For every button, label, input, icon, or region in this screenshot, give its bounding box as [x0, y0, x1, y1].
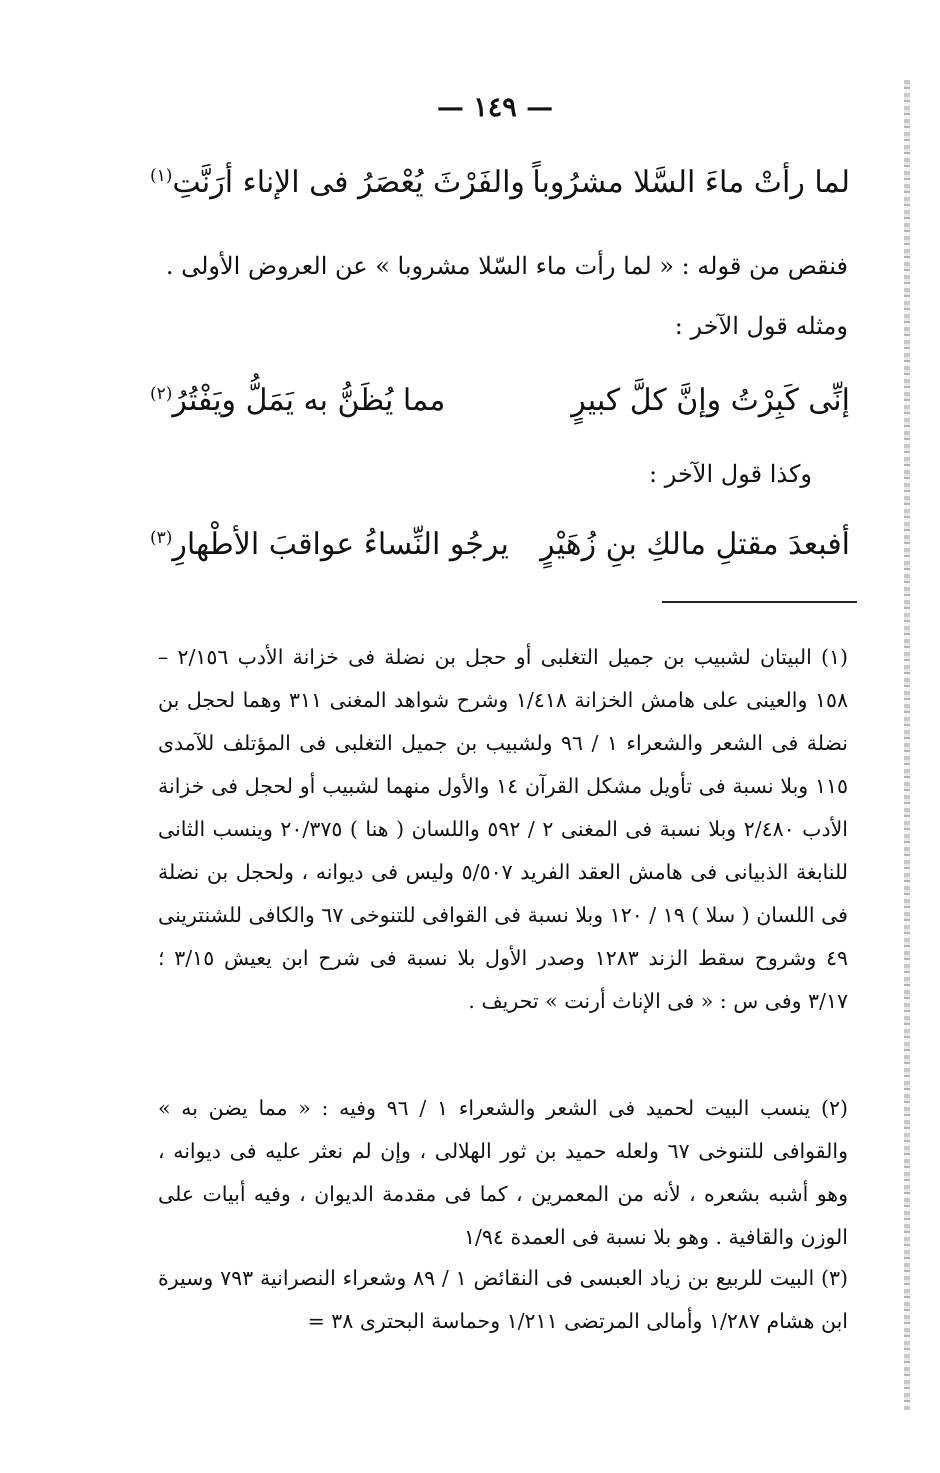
verse-2-hemistich-2-text: مما يُظَنُّ به يَمَلُّ ويَفْتُرُ	[172, 383, 446, 418]
footnote-separator	[662, 601, 857, 603]
footnote-marker-3: (٣)	[150, 528, 173, 548]
footnote-marker-2: (٢)	[150, 384, 173, 404]
verse-2-hemistich-1: إنِّى كَبِرْتُ وإنَّ كلَّ كبيرٍ	[571, 383, 850, 418]
verse-2-hemistich-2	[150, 383, 445, 418]
verse-1-hemistich-2	[150, 165, 525, 200]
verse-3-hemistich-2-text: يرجُو النِّساءُ عواقبَ الأطْهارِ	[172, 527, 509, 562]
prose-line-1: فنقص من قوله : « لما رأت ماء السّلا مشروبا » عن العروض الأولى .	[165, 252, 848, 280]
verse-3-hemistich-2	[150, 527, 509, 562]
prose-line-3: وكذا قول الآخر :	[649, 460, 812, 488]
verse-2	[150, 383, 850, 418]
page-edge-shadow	[904, 80, 910, 1410]
verse-1	[150, 165, 850, 200]
verse-3-hemistich-1: أفبعدَ مقتلِ مالكِ بنِ زُهَيْرٍ	[540, 527, 850, 562]
verse-1-hemistich-1: لما رأتْ ماءَ السَّلا مشرُوباً	[532, 165, 850, 200]
footnote-2: (٢) ينسب البيت لحميد فى الشعر والشعراء ١ / ٩٦ وفيه : « مما يضن به » والقوافى للتنوخى ٦٧ ولعله حميد بن ثور الهلالى ، وإن لم نعثر عليه فى ديوانه ، وهو أشبه بشعره ، لأنه من المعمرين ، كما فى مقدمة الديوان ، وفيه أبيات على الوزن والقافية . وهو بلا نسبة فى العمدة ١/٩٤	[158, 1096, 848, 1249]
verse-3	[150, 527, 850, 562]
page-number: — ١٤٩ —	[436, 92, 554, 123]
footnote-1: (١) البيتان لشبيب بن جميل التغلبى أو حجل بن نضلة فى خزانة الأدب ٢/١٥٦ – ١٥٨ والعينى على هامش الخزانة ١/٤١٨ وشرح شواهد المغنى ٣١١ وهما لحجل بن نضلة فى الشعر والشعراء ١ / ٩٦ ولشبيب بن جميل التغلبى فى المؤتلف للآمدى ١١٥ وبلا نسبة فى تأويل مشكل القرآن ١٤ والأول منهما لشبيب أو لحجل فى خزانة الأدب ٢/٤٨٠ وبلا نسبة فى المغنى ٢ / ٥٩٢ واللسان ( هنا ) ٢٠/٣٧٥ وينسب الثانى للنابغة الذبيانى فى هامش العقد الفريد ٥/٥٠٧ وليس فى ديوانه ، ولحجل بن نضلة فى اللسان ( سلا ) ١٩ / ١٢٠ وبلا نسبة فى القوافى للتنوخى ٦٧ والكافى للشنترينى ٤٩ وشروح سقط الزند ١٢٨٣ وصدر الأول بلا نسبة فى شرح ابن يعيش ٣/١٥ ؛ ٣/١٧ وفى س : « فى الإناث أرنت » تحريف .	[158, 645, 848, 1013]
prose-line-2: ومثله قول الآخر :	[674, 312, 848, 340]
footnote-marker-1: (١)	[150, 166, 173, 186]
footnote-3: (٣) البيت للربيع بن زياد العبسى فى النقائض ١ / ٨٩ وشعراء النصرانية ٧٩٣ وسيرة ابن هشام ١/٢٨٧ وأمالى المرتضى ١/٢١١ وحماسة البحترى ٣٨ =	[158, 1266, 848, 1333]
verse-1-hemistich-2-text: والفَرْثَ يُعْصَرُ فى الإناء أرَنَّتِ	[172, 165, 525, 200]
